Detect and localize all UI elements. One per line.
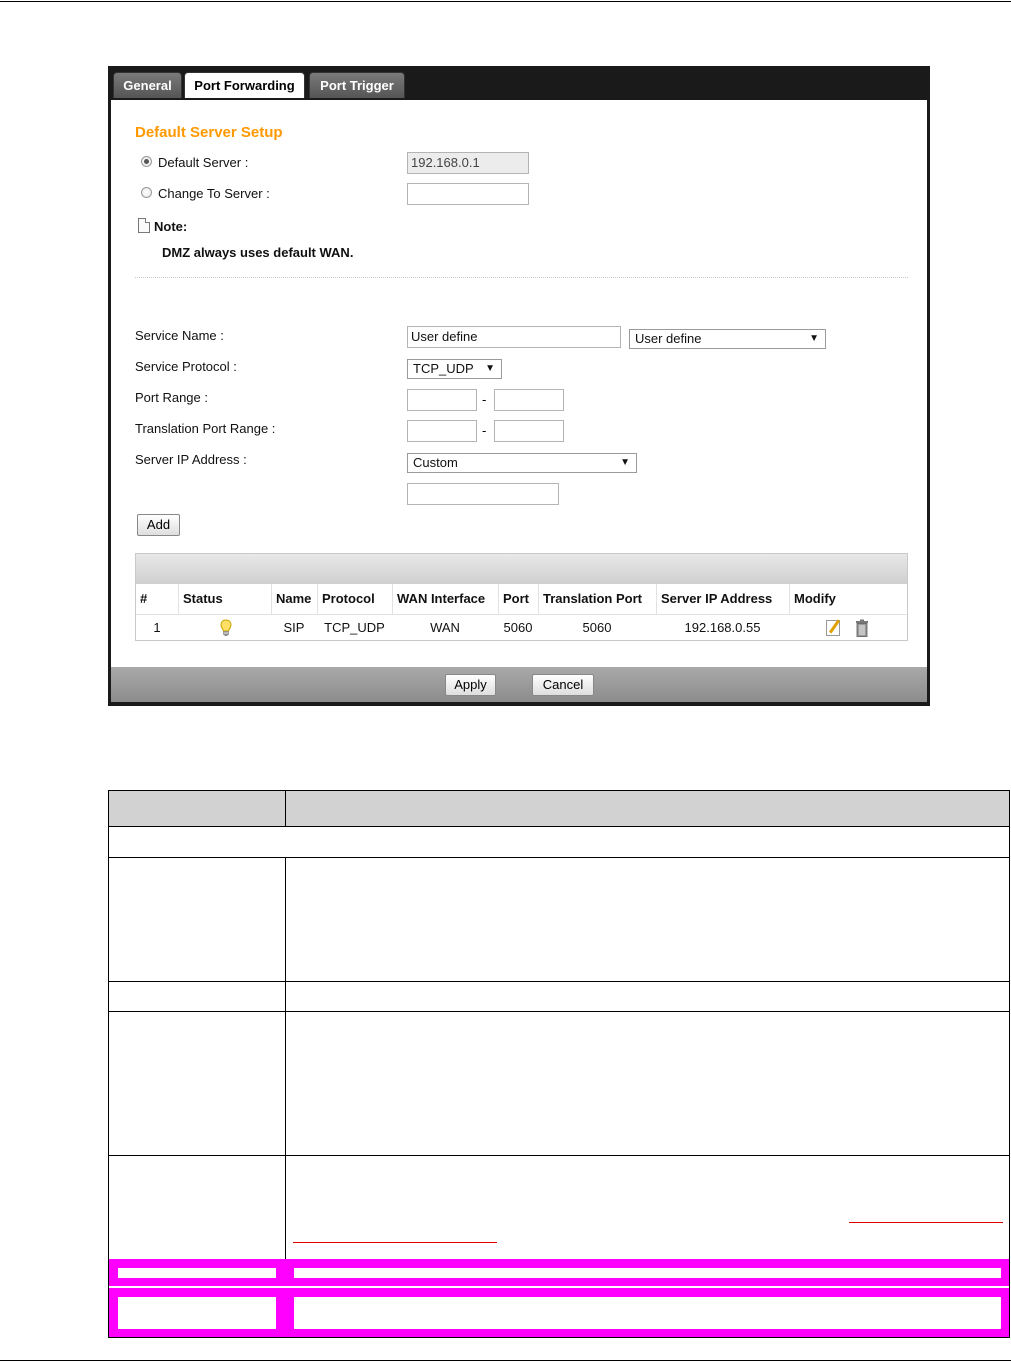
description-table-row xyxy=(109,982,1009,1012)
col-modify: Modify xyxy=(789,584,907,614)
col-protocol: Protocol xyxy=(317,584,392,614)
cancel-button[interactable]: Cancel xyxy=(532,674,594,696)
description-table xyxy=(108,790,1010,1338)
chevron-down-icon: ▼ xyxy=(620,457,630,468)
link-underline[interactable] xyxy=(849,1222,1003,1223)
service-name-select[interactable] xyxy=(629,329,826,349)
description-table-row xyxy=(109,858,1009,982)
note-text: DMZ always uses default WAN. xyxy=(162,245,354,260)
col-name: Name xyxy=(271,584,317,614)
change-to-server-radio[interactable] xyxy=(141,187,152,198)
col-index: # xyxy=(140,591,148,606)
apply-button[interactable]: Apply xyxy=(445,674,496,696)
server-ip-select[interactable] xyxy=(407,453,637,473)
default-server-label: Default Server : xyxy=(158,155,249,170)
translation-port-end-input[interactable] xyxy=(494,420,564,442)
link-underline[interactable] xyxy=(293,1242,497,1243)
chevron-down-icon: ▼ xyxy=(485,363,495,374)
port-range-start-input[interactable] xyxy=(407,389,477,411)
port-range-end-input[interactable] xyxy=(494,389,564,411)
port-forwarding-screen xyxy=(108,66,930,706)
col-wan-interface: WAN Interface xyxy=(392,584,498,614)
tab-port-forwarding[interactable]: Port Forwarding xyxy=(184,72,305,98)
description-table-header xyxy=(109,791,1009,827)
bulb-icon xyxy=(220,619,232,637)
tab-general[interactable]: General xyxy=(113,72,182,98)
col-port: Port xyxy=(498,584,538,614)
row-status xyxy=(178,614,271,640)
service-protocol-select[interactable] xyxy=(407,359,502,379)
row-name: SIP xyxy=(271,614,317,640)
column-divider xyxy=(285,858,286,1259)
service-name-input[interactable]: User define xyxy=(407,326,621,348)
rules-table-header-bar xyxy=(136,554,907,584)
change-to-server-input[interactable] xyxy=(407,183,529,205)
col-translation-port: Translation Port xyxy=(538,584,656,614)
translation-port-start-input[interactable] xyxy=(407,420,477,442)
col-status: Status xyxy=(178,584,271,614)
server-ip-label: Server IP Address : xyxy=(135,452,247,467)
page-bottom-rule xyxy=(0,1360,1011,1361)
row-translation-port: 5060 xyxy=(538,614,656,640)
add-button[interactable]: Add xyxy=(137,514,180,536)
row-wan-interface: WAN xyxy=(392,614,498,640)
port-range-separator: - xyxy=(482,392,487,407)
highlighted-cell xyxy=(294,1268,1001,1278)
default-server-input[interactable]: 192.168.0.1 xyxy=(407,152,529,174)
highlighted-cell xyxy=(118,1297,276,1329)
description-table-row xyxy=(109,1156,1009,1259)
footer-bar xyxy=(111,667,927,702)
description-table-section-row xyxy=(109,827,1009,858)
highlighted-cell xyxy=(118,1268,276,1278)
highlighted-row xyxy=(109,1259,1009,1286)
service-protocol-label: Service Protocol : xyxy=(135,359,237,374)
row-modify xyxy=(789,614,907,640)
server-ip-input[interactable] xyxy=(407,483,559,505)
note-title: Note: xyxy=(154,219,188,234)
col-server-ip: Server IP Address xyxy=(656,584,789,614)
chevron-down-icon: ▼ xyxy=(809,333,819,344)
service-name-label: Service Name : xyxy=(135,328,224,343)
row-port: 5060 xyxy=(498,614,538,640)
column-divider xyxy=(285,791,286,827)
row-index: 1 xyxy=(136,614,178,640)
server-ip-select-value: Custom xyxy=(413,455,458,470)
description-table-row xyxy=(109,1012,1009,1156)
translation-port-separator: - xyxy=(482,423,487,438)
tab-port-trigger[interactable]: Port Trigger xyxy=(309,72,405,98)
section-title: Default Server Setup xyxy=(135,124,283,141)
tab-bar xyxy=(108,66,930,100)
translation-port-range-label: Translation Port Range : xyxy=(135,421,276,436)
trash-icon[interactable] xyxy=(855,619,869,637)
default-server-radio[interactable] xyxy=(141,156,152,167)
change-to-server-label: Change To Server : xyxy=(158,186,270,201)
port-range-label: Port Range : xyxy=(135,390,208,405)
page-top-rule xyxy=(0,1,1011,2)
highlighted-row xyxy=(109,1288,1009,1337)
highlighted-cell xyxy=(294,1297,1001,1329)
note-icon xyxy=(138,218,150,233)
edit-icon[interactable] xyxy=(826,620,840,636)
service-name-select-value: User define xyxy=(635,331,702,346)
rules-table xyxy=(135,553,908,641)
content-panel xyxy=(111,100,927,667)
section-divider xyxy=(135,277,908,278)
service-protocol-value: TCP_UDP xyxy=(413,361,474,376)
row-server-ip: 192.168.0.55 xyxy=(656,614,789,640)
row-protocol: TCP_UDP xyxy=(317,614,392,640)
